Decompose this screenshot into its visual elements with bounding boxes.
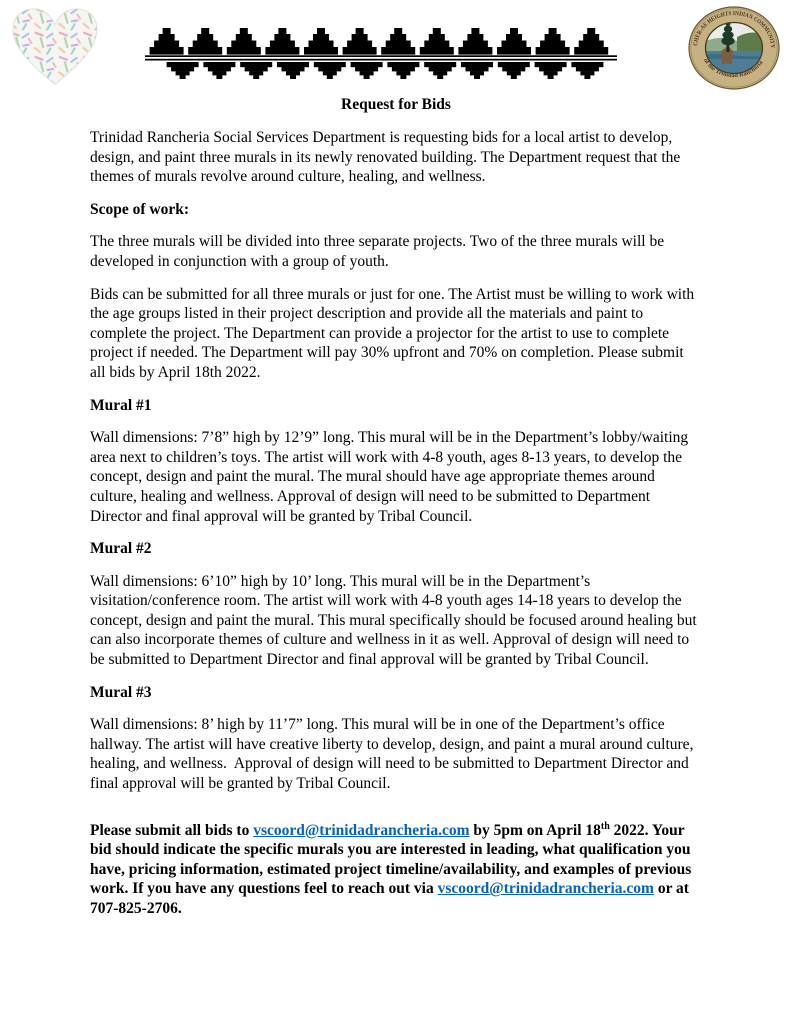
- footer-text-2: by 5pm on April 18: [469, 821, 601, 839]
- basket-pattern-border-icon: [145, 28, 617, 80]
- page-title: Request for Bids: [341, 96, 451, 113]
- intro-paragraph: Trinidad Rancheria Social Services Department is requesting bids for a local artist to develop, design, and paint three murals in its newly renovated building. The Department request that the themes of murals revolve around culture, healing, and wellness.: [90, 129, 685, 186]
- scope-of-work-heading: Scope of work:: [90, 200, 190, 218]
- seal-arc-bottom-text: of the Trinidad Rancheria: [702, 57, 765, 80]
- mural-2-heading: Mural #2: [90, 540, 152, 558]
- footer-text-4: or at 707-825-2706.: [90, 880, 693, 917]
- footer-text-1: Please submit all bids to: [90, 821, 254, 839]
- mural-3-paragraph: Wall dimensions: 8’ high by 11’7” long. This mural will be in one of the Department’s office hallway. The artist will have creative liberty to develop, design, and paint a mural around culture, healing, and wellness. Approval of design will need to be submitted to Department Director and final approval will be granted by Tribal Council.: [90, 716, 698, 793]
- tribal-seal: [688, 6, 780, 90]
- footer-text-3: 2022. Your bid should indicate the specific murals you are interested in leading, what qualification you have, pricing information, estimated project timeline/availability, and examples of previous work. If you have any questions feel to reach out via: [90, 821, 696, 898]
- seal-arc-top-text: CHER-AE HEIGHTS INDIAN COMMUNITY: [693, 10, 776, 49]
- ordinal-superscript: th: [600, 820, 610, 832]
- mural-3-heading: Mural #3: [90, 683, 152, 701]
- submission-instructions-paragraph: [90, 821, 702, 919]
- email-link[interactable]: vscoord@trinidadrancheria.com: [253, 821, 470, 839]
- mural-2-paragraph: Wall dimensions: 6’10” high by 10’ long. This mural will be in the Department’s visitation/conference room. The artist will work with 4-8 youth ages 14-18 years to develop the concept, design and paint the mural. This mural specifically should be focused around healing but can also incorporate themes of culture and wellness in it as well. Approval of design will need to be submitted to Department Director and final approval will be granted by Tribal Council.: [90, 572, 701, 669]
- document-header: [0, 0, 791, 92]
- mural-1-paragraph: Wall dimensions: 7’8” high by 12’9” long. This mural will be in the Department’s lobby/waiting area next to children’s toys. The artist will work with 4-8 youth, ages 8-13 years, to develop the concept, design and paint the mural. The mural should have age appropriate themes around culture, healing and wellness. Approval of design will need to be submitted to Department Director and final approval will be granted by Tribal Council.: [90, 429, 693, 525]
- word-cloud-heart-image: [8, 6, 102, 90]
- scope-paragraph-1: The three murals will be divided into three separate projects. Two of the three murals will be developed in conjunction with a group of youth.: [90, 233, 668, 270]
- document-body: [0, 96, 791, 919]
- scope-paragraph-2: Bids can be submitted for all three murals or just for one. The Artist must be willing to work with the age groups listed in their project description and provide all the materials and paint to complete the project. The Department can provide a projector for the artist to use to complete project if needed. The Department will pay 30% upfront and 70% on completion. Please submit all bids by April 18th 2022.: [90, 285, 698, 381]
- mural-1-heading: Mural #1: [90, 396, 152, 414]
- email-link[interactable]: vscoord@trinidadrancheria.com: [437, 880, 654, 898]
